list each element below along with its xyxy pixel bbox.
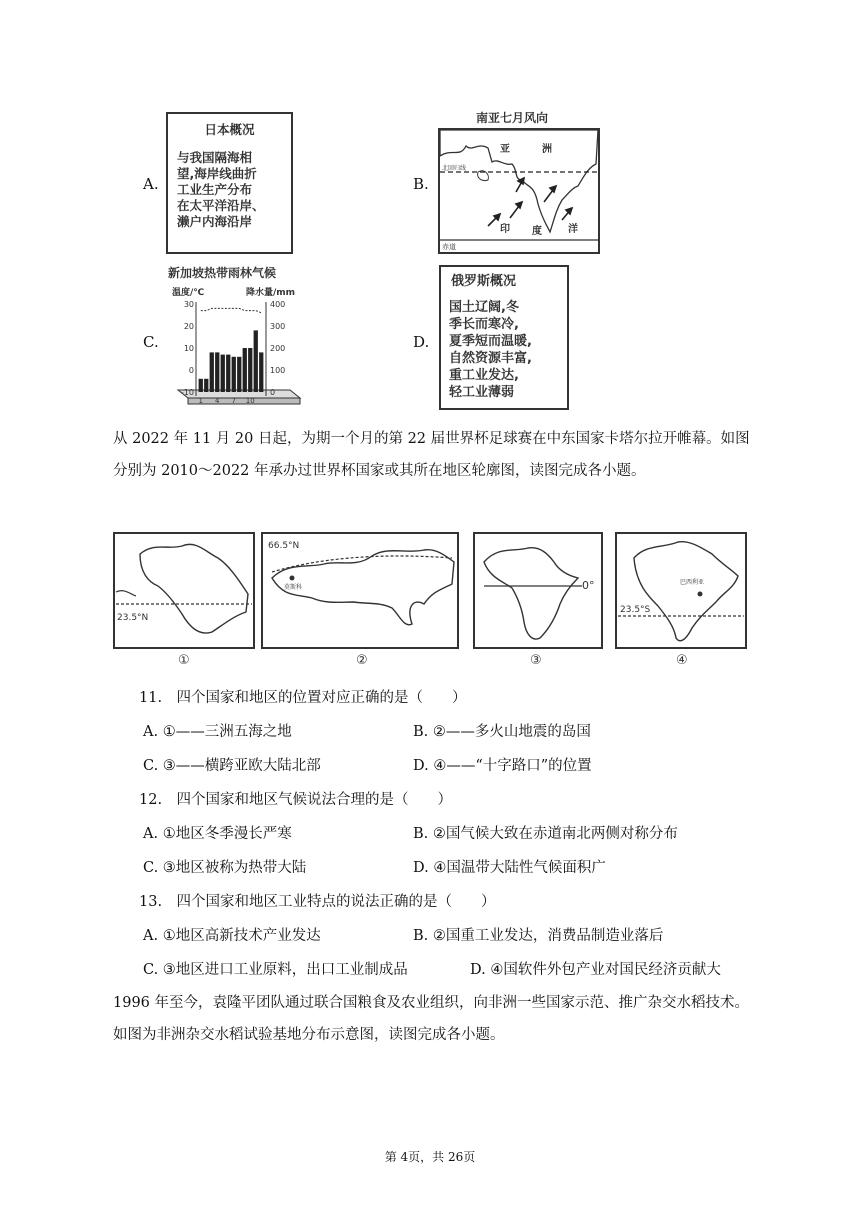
- q13-option-d[interactable]: D. ④国软件外包产业对国民经济贡献大: [470, 962, 721, 978]
- temp-tick-label: 0: [188, 366, 194, 375]
- map-2-lat: 66.5°N: [268, 541, 300, 551]
- map-3-num: ③: [530, 653, 542, 668]
- temp-tick-label: 20: [183, 322, 194, 331]
- japan-overview-box: [166, 112, 293, 254]
- label-equator: 赤道: [442, 243, 456, 251]
- option-c-letter: C.: [143, 333, 159, 351]
- map-1-lat: 23.5°N: [117, 613, 149, 623]
- intro-line-2: 分别为 2010～2022 年承办过世界杯国家或其所在地区轮廓图，读图完成各小题。: [113, 463, 646, 479]
- precip-bar: [254, 330, 258, 392]
- q11-option-b[interactable]: B. ②——多火山地震的岛国: [413, 724, 591, 740]
- label-ocean-3: 洋: [568, 224, 578, 235]
- temp-tick-label: -10: [180, 388, 194, 397]
- russia-box-line-3: 夏季短而温暖,: [449, 334, 532, 349]
- intro-line-1: 从 2022 年 11 月 20 日起，为期一个月的第 22 届世界杯足球赛在中东国家卡塔尔拉开帷幕。如图: [113, 431, 750, 447]
- russia-box-line-5: 重工业发达,: [449, 368, 519, 383]
- precip-bars: [199, 330, 264, 392]
- japan-box-line-4: 在太平洋沿岸、: [177, 198, 265, 213]
- japan-box-line-5: 濑户内海沿岸: [177, 214, 253, 229]
- russia-box-line-1: 国土辽阔,冬: [449, 300, 519, 315]
- precip-bar: [215, 352, 219, 392]
- map-3: [474, 533, 602, 668]
- q11-option-c[interactable]: C. ③——横跨亚欧大陆北部: [143, 758, 321, 774]
- label-asia-2: 洲: [542, 144, 552, 155]
- temp-axis-title: 温度/℃: [172, 288, 205, 298]
- label-ocean-2: 度: [532, 226, 542, 237]
- page-footer: 第 4页，共 26页: [384, 1150, 476, 1164]
- precip-bar: [199, 379, 203, 392]
- q12-option-b[interactable]: B. ②国气候大致在赤道南北两侧对称分布: [413, 826, 678, 842]
- month-tick-label: 1: [198, 397, 203, 405]
- chart-base-front: [188, 398, 300, 404]
- map-1: [114, 533, 254, 668]
- q13-stem: 13. 四个国家和地区工业特点的说法正确的是（ ）: [139, 894, 496, 910]
- climate-chart-title: 新加坡热带雨林气候: [168, 266, 277, 280]
- map-4-lat: 23.5°S: [620, 605, 651, 615]
- q12-option-d[interactable]: D. ④国温带大陆性气候面积广: [413, 860, 606, 876]
- world-cup-maps: [112, 532, 752, 670]
- q12-option-c[interactable]: C. ③地区被称为热带大陆: [143, 860, 307, 876]
- precip-tick-label: 0: [270, 388, 276, 397]
- japan-box-line-3: 工业生产分布: [177, 182, 253, 197]
- precip-bar: [259, 352, 263, 392]
- japan-box-line-1: 与我国隔海相: [177, 150, 253, 165]
- precip-bar: [210, 352, 214, 392]
- precip-bar: [232, 357, 236, 392]
- precip-bar: [237, 357, 241, 392]
- q11-stem: 11. 四个国家和地区的位置对应正确的是（ ）: [139, 690, 467, 706]
- month-tick-label: 4: [215, 397, 220, 405]
- precip-tick-label: 300: [270, 322, 286, 331]
- precip-bar: [243, 348, 247, 392]
- label-asia-1: 亚: [500, 144, 510, 155]
- q13-option-c[interactable]: C. ③地区进口工业原料，出口工业制成品: [143, 962, 408, 978]
- map-2-num: ②: [356, 653, 368, 668]
- precip-tick-label: 200: [270, 344, 286, 353]
- outro-line-2: 如图为非洲杂交水稻试验基地分布示意图，读图完成各小题。: [113, 1027, 505, 1043]
- map-2-city: 莫斯科: [284, 584, 303, 591]
- russia-box-title: 俄罗斯概况: [451, 274, 517, 289]
- month-tick-label: 10: [245, 397, 255, 405]
- temp-tick-labels: [181, 300, 194, 397]
- japan-box-line-2: 望,海岸线曲折: [177, 166, 257, 181]
- q11-option-d[interactable]: D. ④——“十字路口”的位置: [413, 758, 592, 774]
- option-b-letter: B.: [413, 175, 429, 193]
- russia-box-line-2: 季长而寒冷,: [449, 317, 519, 332]
- temp-tick-label: 30: [183, 300, 194, 309]
- q13-option-a[interactable]: A. ①地区高新技术产业发达: [143, 928, 321, 944]
- climate-chart: [164, 296, 304, 412]
- russia-box-line-6: 轻工业薄弱: [449, 385, 515, 400]
- temperature-line: [201, 308, 261, 312]
- map-4-city: 巴西利亚: [680, 579, 705, 586]
- precip-tick-label: 100: [270, 366, 286, 375]
- precip-tick-label: 400: [270, 300, 286, 309]
- map-3-lat: 0°: [582, 579, 595, 592]
- south-asia-map-title: 南亚七月风向: [476, 111, 549, 125]
- map-1-num: ①: [178, 653, 190, 668]
- precip-bar: [221, 355, 225, 392]
- map-2: [262, 533, 458, 668]
- q12-option-a[interactable]: A. ①地区冬季漫长严寒: [143, 826, 292, 842]
- label-tropic: 北回归线: [442, 165, 467, 172]
- precip-bar: [248, 348, 252, 392]
- month-tick-label: 7: [231, 397, 236, 405]
- precip-bar: [204, 379, 208, 392]
- temp-tick-label: 10: [183, 344, 194, 353]
- option-a-letter: A.: [143, 175, 159, 193]
- precip-axis-title: 降水量/mm: [246, 288, 296, 298]
- map-4-num: ④: [676, 653, 688, 668]
- precip-bar: [226, 355, 230, 392]
- q11-option-a[interactable]: A. ①——三洲五海之地: [143, 724, 292, 740]
- outro-line-1: 1996 年至今，袁隆平团队通过联合国粮食及农业组织，向非洲一些国家示范、推广杂交水稻技术。: [113, 995, 750, 1011]
- q12-stem: 12. 四个国家和地区气候说法合理的是（ ）: [139, 792, 453, 808]
- japan-box-title: 日本概况: [204, 122, 255, 137]
- russia-box-line-4: 自然资源丰富,: [449, 351, 532, 366]
- map-4: [616, 533, 746, 668]
- label-ocean-1: 印: [500, 224, 510, 235]
- q13-option-b[interactable]: B. ②国重工业发达，消费品制造业落后: [413, 928, 664, 944]
- russia-overview-box: [439, 265, 569, 410]
- precip-tick-labels: [270, 300, 285, 397]
- option-d-letter: D.: [413, 333, 430, 351]
- south-asia-wind-map: [438, 128, 600, 254]
